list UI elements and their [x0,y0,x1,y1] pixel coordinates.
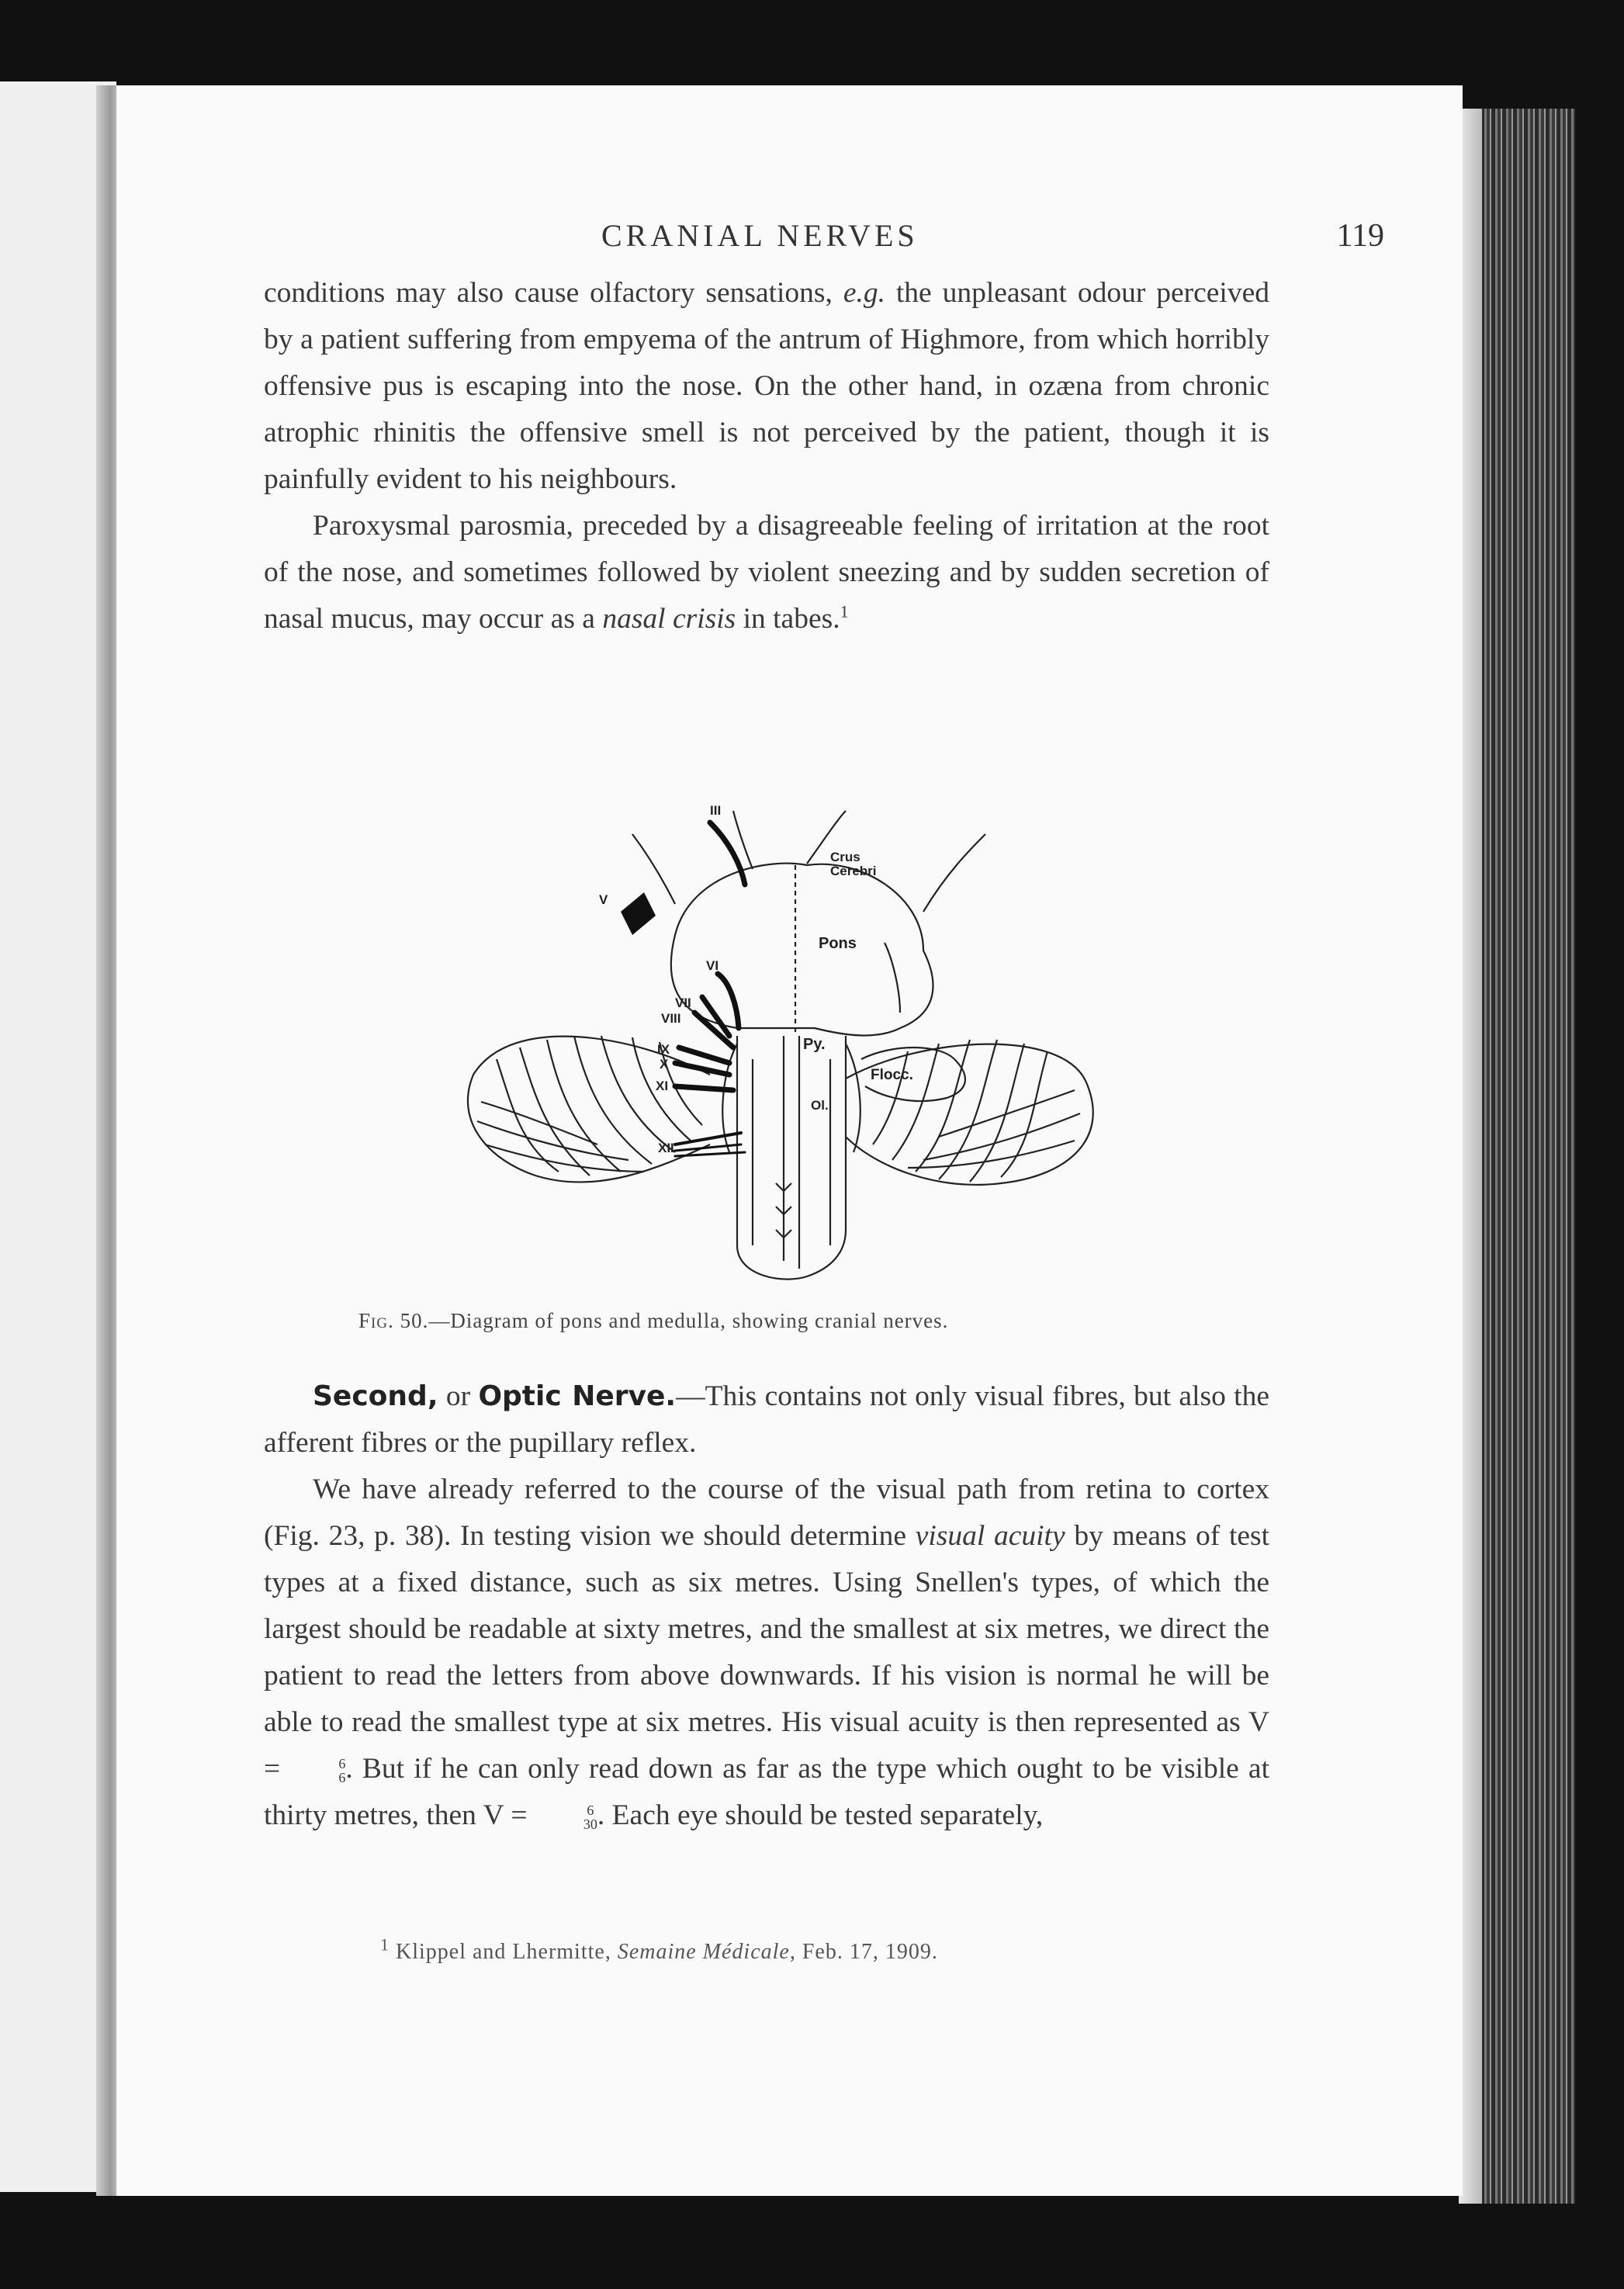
nerve-x [675,1063,729,1075]
label-pons: Pons [819,935,857,952]
running-head [116,217,1463,264]
paragraph-optic-nerve [264,1373,1269,1467]
text-block-bottom [264,1373,1269,1839]
para1-text-a: conditions may also cause olfactory sensations, [264,277,843,309]
label-xii: XII [658,1141,674,1155]
fraction-6-30-numerator: 6 [587,1802,594,1819]
footnote-journal: Semaine Médicale [617,1940,790,1964]
paragraph-parosmia [264,503,1269,642]
para4-text-b: by means of test types at a fixed distance, such as six metres. Using Snellen's types, of which the largest should be readable at sixty metres, and the smallest at six metres, we direct the patient to read the letters from above downwards. If his vision is normal he will be able to read the smallest type at six metres. His visual acuity is then represented as V = [264,1520,1270,1785]
footnote-text-b: , Feb. 17, 1909. [789,1940,938,1964]
figure-caption [358,1309,1290,1333]
label-vii: VII [675,996,691,1010]
pons-medulla-diagram [442,780,1141,1323]
fraction-6-30 [535,1803,597,1831]
fraction-6-6-denominator: 6 [338,1770,346,1786]
nerve-xi [675,1086,733,1090]
label-ix: IX [657,1042,670,1057]
page-edges [1459,109,1575,2204]
para4-text-a: We have already referred to the course of the visual path from retina to cortex (Fig. 23, p. 38). In testing vision we should determine [264,1473,1269,1552]
heading-second: Second, [313,1380,438,1412]
para4-text-c: . But if he can only read down as far as the type which ought to be visible at thirty metres, then V = [264,1753,1269,1831]
para2-text-b: in tabes. [736,603,840,635]
label-x: X [660,1057,669,1072]
fraction-6-30-denominator: 30 [583,1816,597,1833]
fraction-6-6-numerator: 6 [338,1756,346,1772]
para4-visual-acuity: visual acuity [915,1520,1065,1552]
nerve-ix [679,1048,729,1063]
caption-fig-number: Fig. 50. [358,1309,429,1332]
caption-text: —Diagram of pons and medulla, showing cranial nerves. [428,1309,949,1332]
label-crus: Crus [830,850,860,864]
para1-text-b: the unpleasant odour perceived by a patient suffering from empyema of the antrum of Highmore, from which horribly offensive pus is escaping into the nose. On the other hand, in ozæna from chronic atrophic rhinitis the offensive smell is not perceived by the patient, though it is painfully evident to his neighbours. [264,277,1269,495]
para3-text: —This contains not only visual fibres, but also the afferent fibres or the pupillary reflex. [264,1380,1269,1459]
heading-optic-nerve: Optic Nerve. [478,1380,677,1412]
footnote-ref: 1 [840,601,849,622]
label-iii: III [710,803,722,818]
footnote-marker: 1 [380,1934,390,1955]
figure-pons-medulla [442,780,1141,1323]
text-block-top [264,270,1269,642]
nerve-v [621,892,656,935]
label-xi: XI [656,1079,669,1093]
heading-or: or [438,1380,479,1412]
para2-nasal-crisis: nasal crisis [602,603,736,635]
label-vi: VI [706,958,719,973]
para1-eg: e.g. [843,277,885,309]
fraction-6-6 [289,1757,345,1785]
label-v: V [599,892,608,907]
page-number: 119 [1336,218,1384,254]
paragraph-olfactory [264,270,1269,503]
paragraph-visual-acuity [264,1467,1269,1839]
footnote-text-a: Klippel and Lhermitte, [390,1940,618,1964]
running-title: CRANIAL NERVES [601,218,919,253]
label-ol: Ol. [811,1098,829,1113]
label-cerebri: Cerebri [830,864,877,878]
page [116,85,1463,2196]
label-py: Py. [803,1036,826,1053]
label-flocc: Flocc. [871,1067,913,1083]
para2-text-a: Paroxysmal parosmia, preceded by a disagreeable feeling of irritation at the root of the nose, and sometimes followed by violent sneezing and by sudden secretion of nasal mucus, may occur as a [264,510,1269,635]
label-viii: VIII [661,1011,681,1026]
footnote [380,1934,1311,1965]
para4-text-d: . Each eye should be tested separately, [597,1799,1044,1831]
